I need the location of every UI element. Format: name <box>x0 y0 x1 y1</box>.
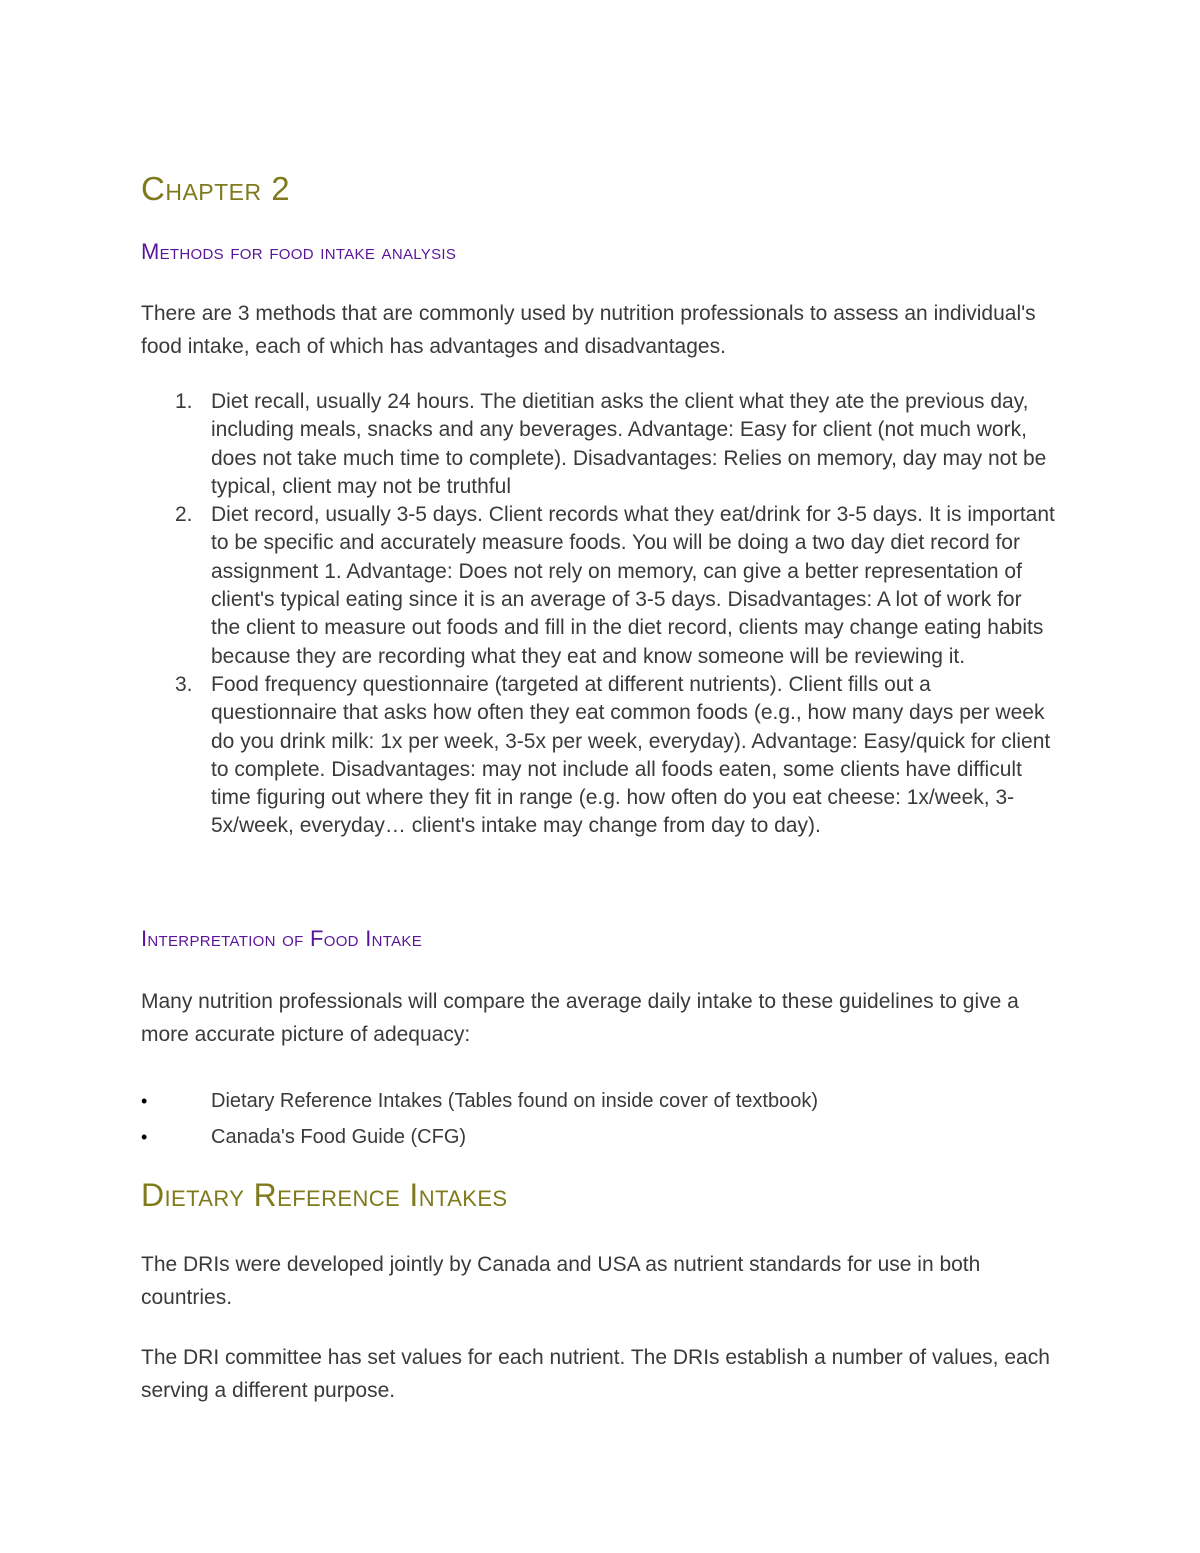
list-item-text: Diet recall, usually 24 hours. The dietitian asks the client what they ate the previous day, including meals, snacks and any beverages. Advantage: Easy for client (not much work, does not take much time to complete). Disadvantages: Relies on memory, day may not be typical, client may not be truthful <box>211 390 1047 498</box>
list-number: 1. <box>175 390 193 413</box>
list-item-text: Diet record, usually 3-5 days. Client records what they eat/drink for 3-5 days. It is important to be specific and accurately measure foods. You will be doing a two day diet record for assignment 1. Advantage: Does not rely on memory, can give a better representation of client's typical eating since it is an average of 3-5 days. Disadvantages: A lot of work for the client to measure out foods and fill in the diet record, clients may change eating habits because they are recording what they eat and know someone will be reviewing it. <box>211 503 1055 668</box>
list-item-text: Canada's Food Guide (CFG) <box>211 1126 467 1148</box>
dri-heading: Dietary Reference Intakes <box>141 1177 508 1213</box>
list-item-text: Food frequency questionnaire (targeted at different nutrients). Client fills out a questionnaire that asks how often they eat common foods (e.g., how many days per week do you drink milk: 1x per week, 3-5x per week, everyday). Advantage: Easy/quick for client to complete. Disadvantages: may not include all foods eaten, some clients have difficult time figuring out where they fit in range (e.g. how often do you eat cheese: 1x/week, 3-5x/week, everyday… client's intake may change from day to day). <box>211 672 1051 838</box>
methods-intro: There are 3 methods that are commonly used by nutrition professionals to assess an individual's food intake, each of which has advantages and disadvantages. <box>141 302 1036 358</box>
interpretation-heading: Interpretation of Food Intake <box>141 926 423 951</box>
chapter-title: Chapter 2 <box>141 170 291 207</box>
guidelines-list <box>141 1083 1056 1155</box>
dri-paragraph-1: The DRIs were developed jointly by Canada and USA as nutrient standards for use in both countries. <box>141 1253 981 1309</box>
list-item-text: Dietary Reference Intakes (Tables found on inside cover of textbook) <box>211 1090 818 1112</box>
methods-heading: Methods for food intake analysis <box>141 239 457 264</box>
list-number: 3. <box>175 672 193 696</box>
list-item <box>141 1119 1056 1155</box>
bullet-icon: • <box>141 1127 148 1147</box>
list-item <box>141 501 1056 671</box>
list-item <box>141 1083 1056 1119</box>
bullet-icon: • <box>141 1091 148 1111</box>
list-item <box>141 671 1056 841</box>
list-item <box>141 388 1056 501</box>
interpretation-intro: Many nutrition professionals will compare the average daily intake to these guidelines to give a more accurate picture of adequacy: <box>141 990 1019 1046</box>
list-number: 2. <box>175 503 193 527</box>
methods-list <box>141 388 1056 841</box>
dri-paragraph-2: The DRI committee has set values for each nutrient. The DRIs establish a number of values, each serving a different purpose. <box>141 1346 1050 1402</box>
